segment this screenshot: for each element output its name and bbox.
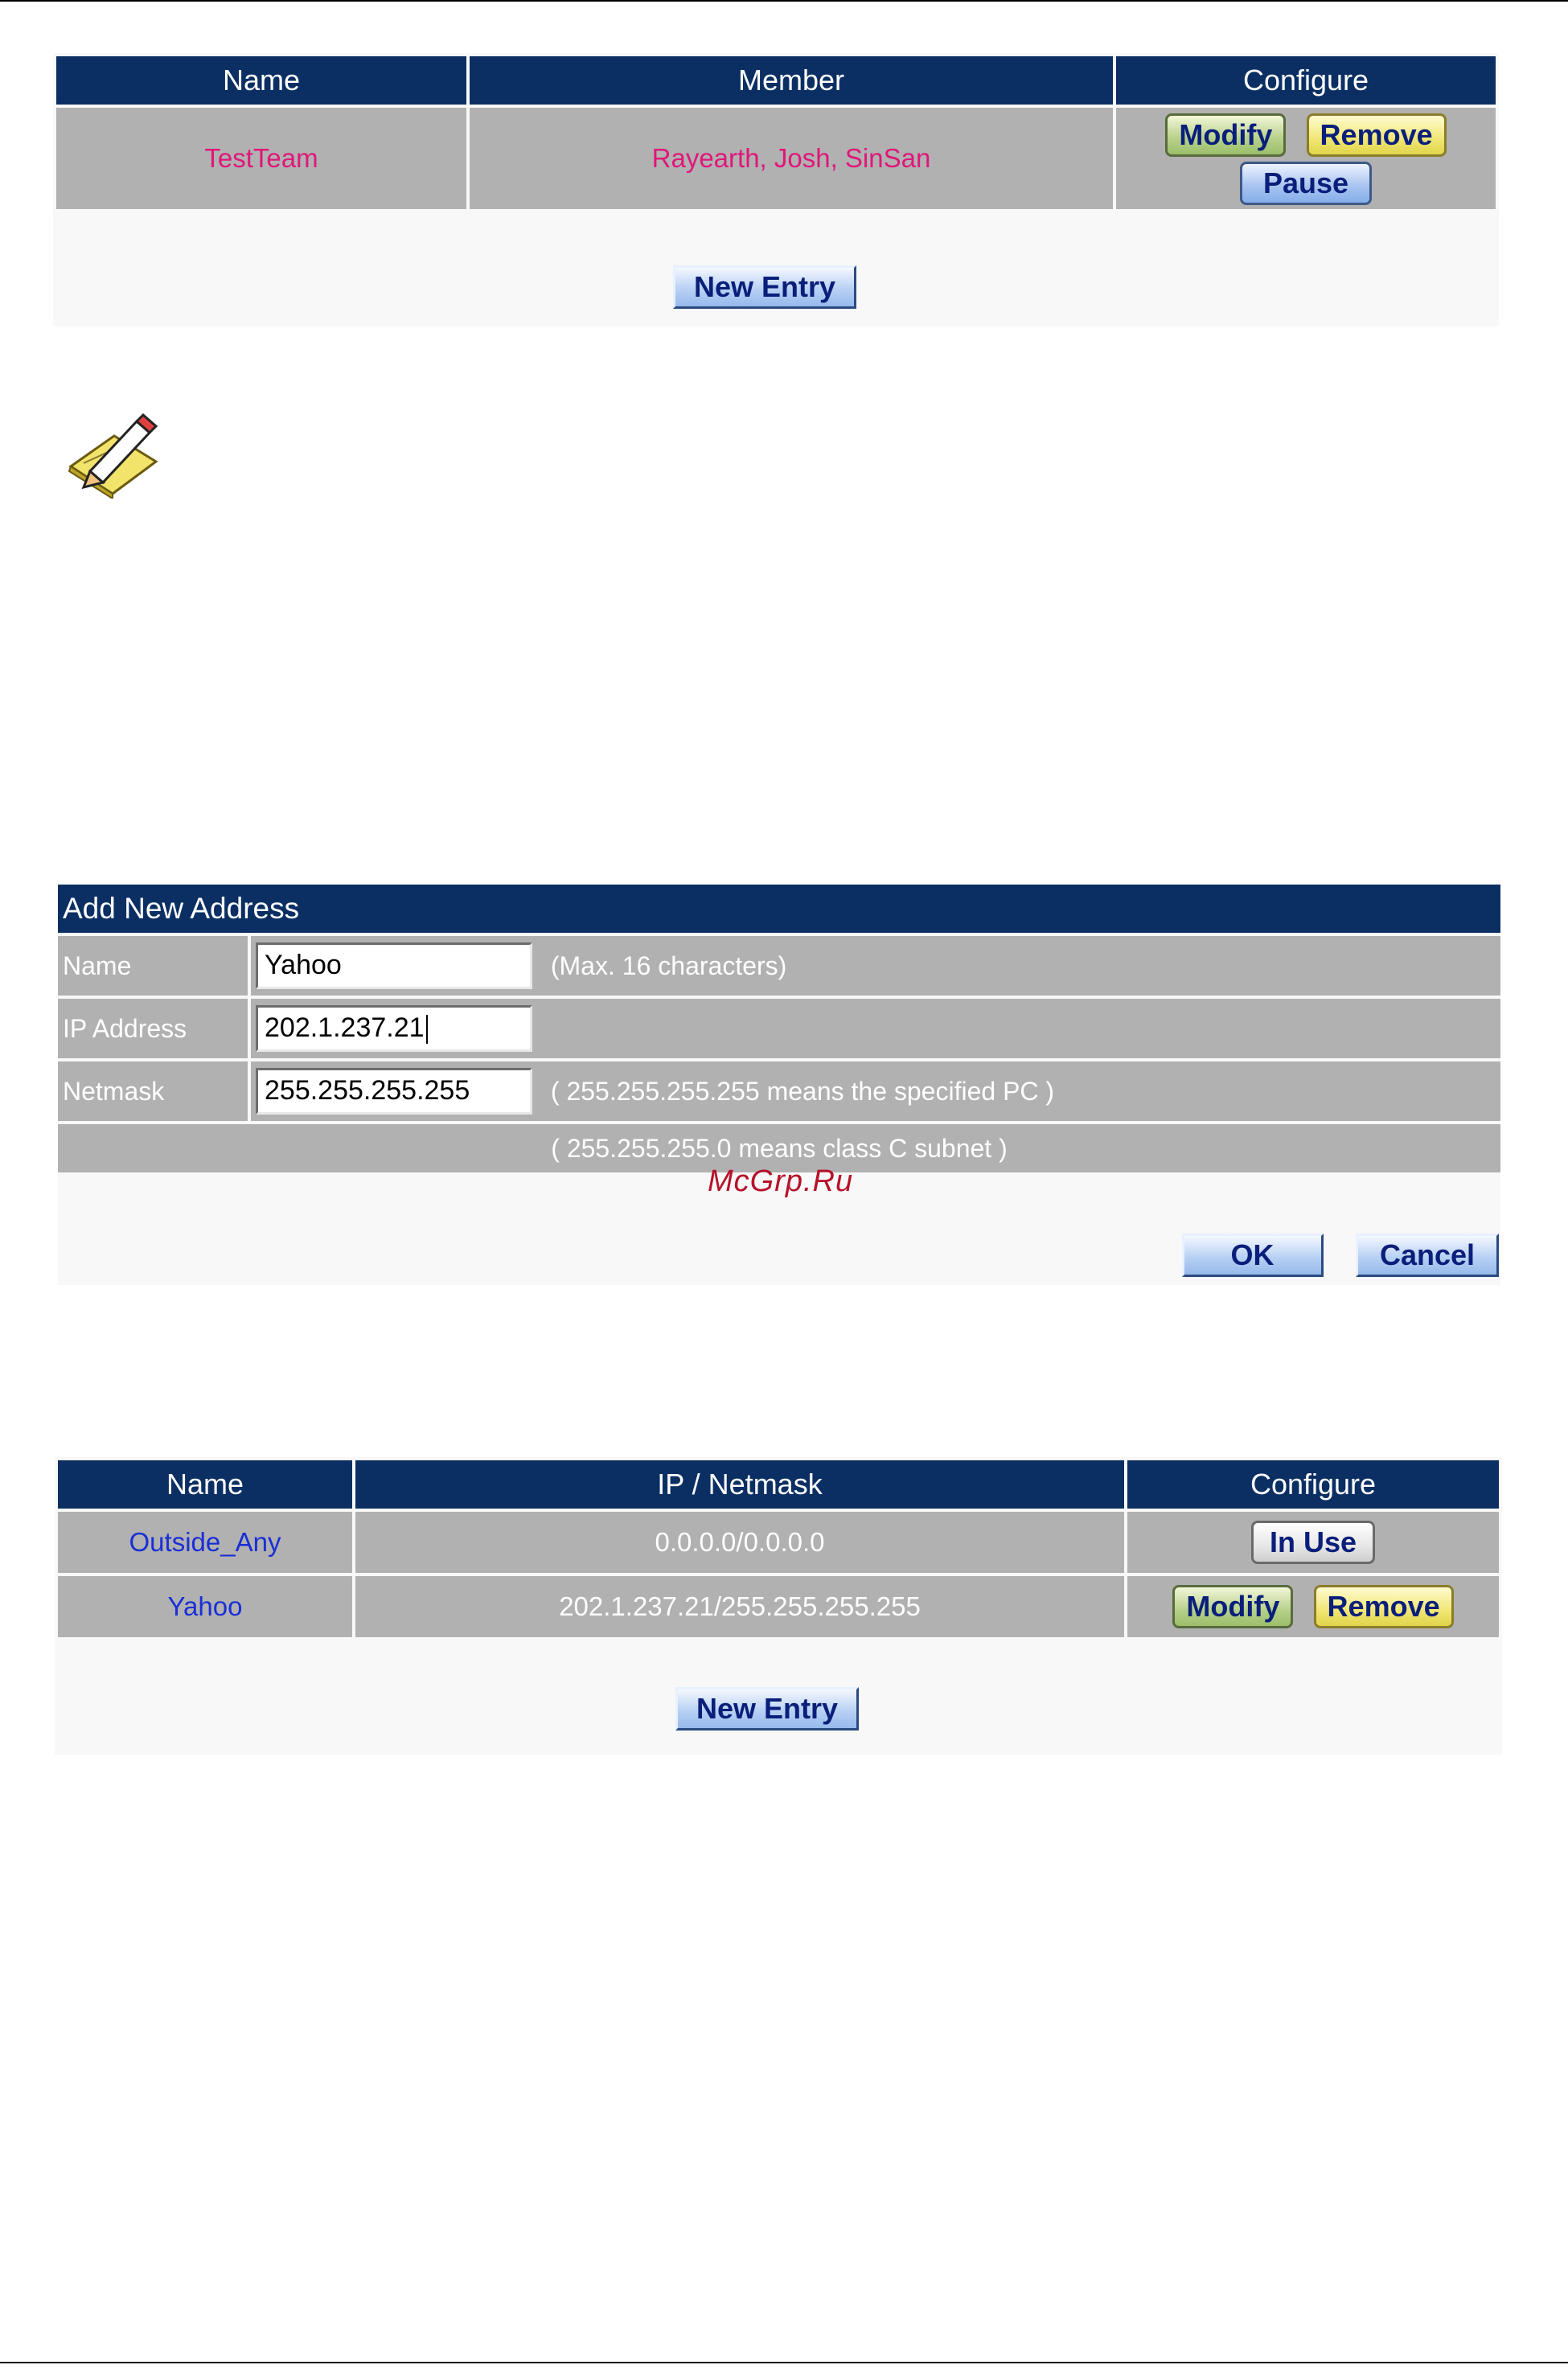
netmask-hint: ( 255.255.255.255 means the specified PC )	[550, 1076, 1055, 1106]
address-ip-netmask: 0.0.0.0/0.0.0.0	[355, 1512, 1124, 1573]
header-configure: Configure	[1127, 1460, 1499, 1509]
table-row	[58, 1512, 1499, 1573]
new-entry-button[interactable]: New Entry	[675, 1687, 859, 1731]
name-hint: (Max. 16 characters)	[550, 950, 787, 980]
ip-input[interactable]	[256, 1005, 532, 1052]
group-table	[53, 53, 1499, 212]
ip-label: IP Address	[58, 999, 251, 1058]
address-name: Yahoo	[58, 1576, 352, 1637]
add-address-title: Add New Address	[58, 885, 1500, 933]
name-row	[58, 936, 1500, 996]
top-rule	[0, 0, 1568, 2]
header-name: Name	[56, 56, 466, 105]
group-members: Rayearth, Josh, SinSan	[470, 108, 1113, 209]
watermark-text: McGrp.Ru	[708, 1164, 854, 1198]
address-panel	[55, 1457, 1502, 1755]
table-row	[56, 108, 1496, 209]
netmask-label: Netmask	[58, 1061, 251, 1121]
netmask-input[interactable]: 255.255.255.255	[256, 1068, 532, 1115]
modify-button[interactable]: Modify	[1172, 1585, 1293, 1628]
header-ip-netmask: IP / Netmask	[355, 1460, 1124, 1509]
name-label: Name	[58, 936, 251, 996]
group-table-header	[56, 56, 1496, 105]
cancel-button[interactable]: Cancel	[1356, 1234, 1499, 1277]
netmask-row	[58, 1061, 1500, 1121]
group-name: TestTeam	[56, 108, 466, 209]
group-configure-cell	[1116, 108, 1496, 209]
address-ip-netmask: 202.1.237.21/255.255.255.255	[355, 1576, 1124, 1637]
ip-row	[58, 999, 1500, 1058]
add-address-form	[58, 933, 1500, 1176]
address-configure-cell	[1127, 1576, 1499, 1637]
remove-button[interactable]: Remove	[1314, 1585, 1454, 1628]
pencil-notepad-icon	[66, 413, 161, 499]
new-entry-button[interactable]: New Entry	[673, 265, 856, 309]
subnet-hint: ( 255.255.255.0 means class C subnet )	[58, 1124, 1500, 1172]
address-name: Outside_Any	[58, 1512, 352, 1573]
ok-button[interactable]: OK	[1182, 1234, 1324, 1277]
modify-button[interactable]: Modify	[1165, 113, 1286, 157]
table-row	[58, 1576, 1499, 1637]
add-address-panel	[58, 885, 1500, 1285]
pause-button[interactable]: Pause	[1240, 162, 1372, 205]
in-use-button[interactable]: In Use	[1251, 1521, 1375, 1564]
address-configure-cell	[1127, 1512, 1499, 1573]
bottom-rule	[0, 2362, 1568, 2363]
remove-button[interactable]: Remove	[1307, 113, 1447, 157]
name-input[interactable]: Yahoo	[256, 942, 532, 989]
header-member: Member	[470, 56, 1113, 105]
group-panel	[53, 53, 1499, 326]
text-cursor	[426, 1015, 428, 1044]
header-configure: Configure	[1116, 56, 1496, 105]
ip-input-value: 202.1.237.21	[265, 1012, 425, 1043]
header-name: Name	[58, 1460, 352, 1509]
address-table	[55, 1457, 1502, 1640]
address-table-header	[58, 1460, 1499, 1509]
